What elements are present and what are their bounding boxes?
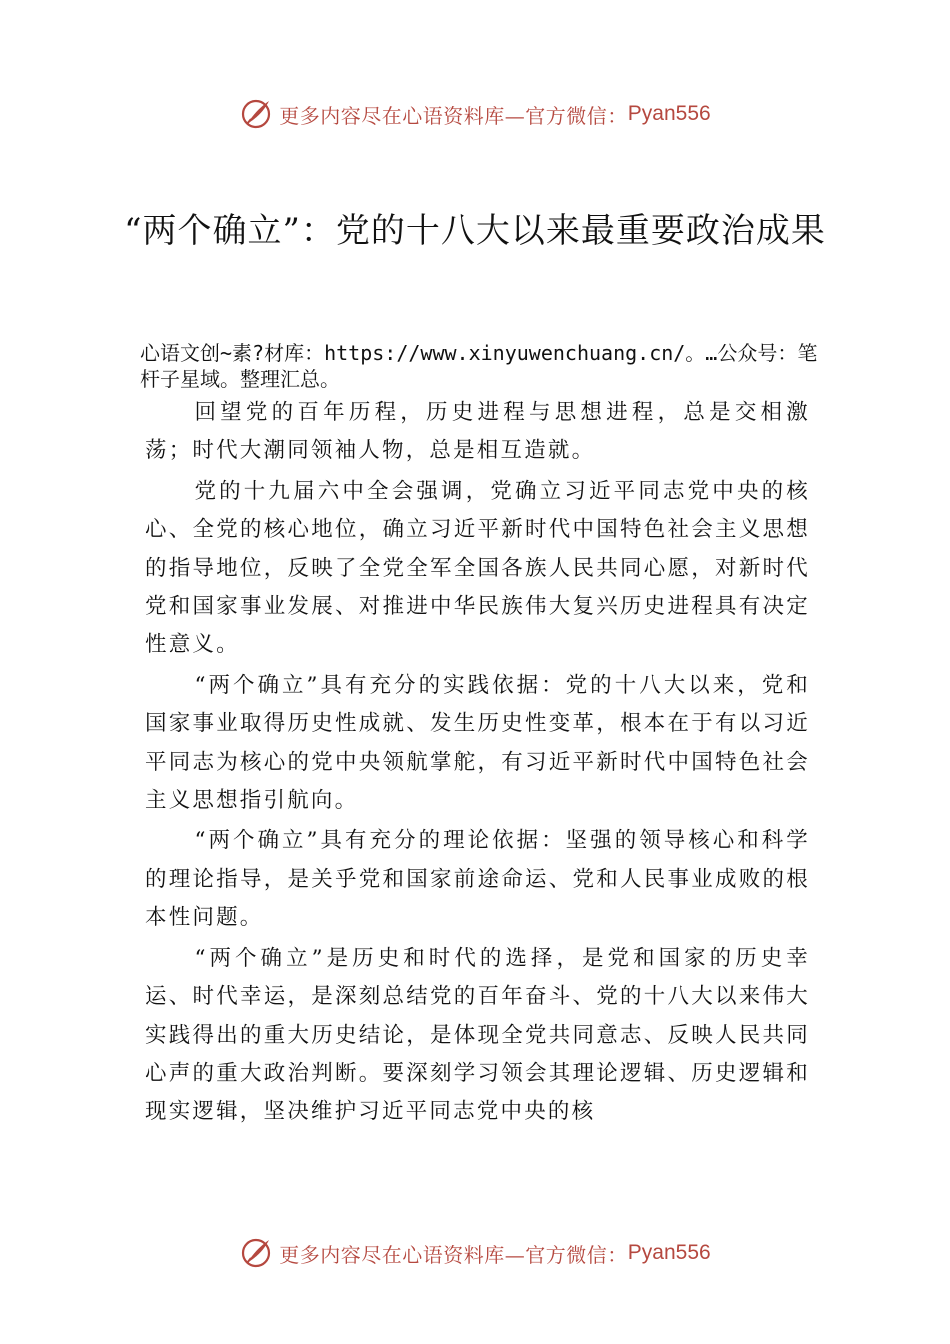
header-banner-text: 更多内容尽在心语资料库—官方微信： (279, 103, 628, 128)
quill-pen-logo-icon (239, 97, 273, 131)
footer-banner-brand: Pyan556 (627, 1241, 711, 1264)
quill-pen-logo-icon (239, 1236, 273, 1270)
header-banner-brand: Pyan556 (627, 102, 711, 125)
footer-banner (0, 1231, 950, 1275)
paragraph: “两个确立”具有充分的实践依据：党的十八大以来，党和国家事业取得历史性成就、发生历史性变革，根本在于有以习近平同志为核心的党中央领航掌舵，有习近平新时代中国特色社会主义思想指引航向。 (145, 672, 810, 814)
document-body (145, 394, 810, 1134)
source-note: 心语文创~素?材库：https://www.xinyuwenchuang.cn/。…公众号：笔杆子星域。整理汇总。 (140, 341, 818, 391)
footer-banner-text: 更多内容尽在心语资料库—官方微信： (279, 1242, 628, 1267)
paragraph: 回望党的百年历程，历史进程与思想进程，总是交相激荡；时代大潮同领袖人物，总是相互造就。 (145, 400, 810, 464)
paragraph: “两个确立”是历史和时代的选择，是党和国家的历史幸运、时代幸运，是深刻总结党的百年奋斗、党的十八大以来伟大实践得出的重大历史结论，是体现全党共同意志、反映人民共同心声的重大政治判断。要深刻学习领会其理论逻辑、历史逻辑和现实逻辑，坚决维护习近平同志党中央的核 (145, 945, 810, 1125)
document-title: “两个确立”：党的十八大以来最重要政治成果 (124, 211, 826, 251)
paragraph: 党的十九届六中全会强调，党确立习近平同志党中央的核心、全党的核心地位，确立习近平新时代中国特色社会主义思想的指导地位，反映了全党全军全国各族人民共同心愿，对新时代党和国家事业发展、对推进中华民族伟大复兴历史进程具有决定性意义。 (145, 478, 810, 658)
header-banner (0, 92, 950, 136)
paragraph: “两个确立”具有充分的理论依据：坚强的领导核心和科学的理论指导，是关乎党和国家前途命运、党和人民事业成败的根本性问题。 (145, 828, 810, 931)
